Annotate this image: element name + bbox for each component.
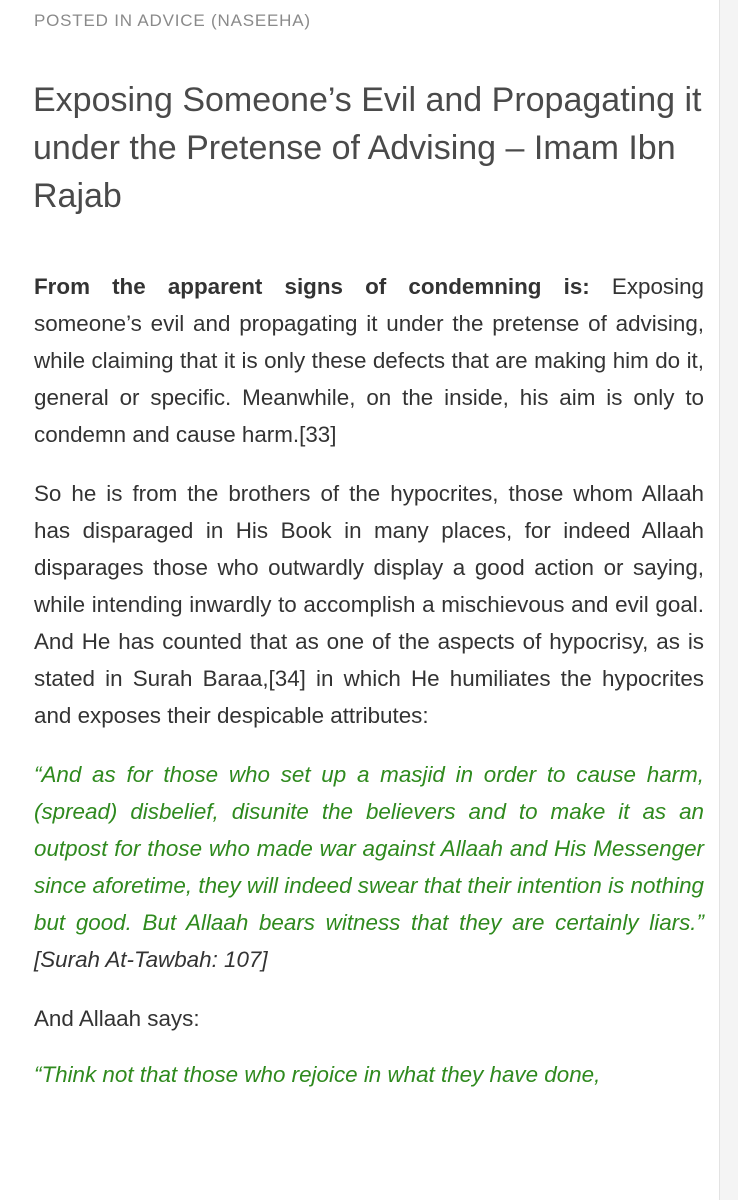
quote-1: [34, 756, 704, 978]
post-content: [34, 268, 704, 1115]
paragraph-2: [34, 475, 704, 734]
quote-1-text: “And as for those who set up a masjid in order to cause harm, (spread) disbelief, disunite the believers and to make it as an outpost for those who made war against Allaah and His Messenger since aforetime, they will indeed swear that their intention is nothing but good. But Allaah bears witness that they are certainly liars.”: [34, 762, 704, 935]
post-category-link[interactable]: POSTED IN ADVICE (NASEEHA): [34, 11, 311, 30]
paragraph-1-lead: From the apparent signs of condemning is:: [34, 274, 590, 299]
post-title: Exposing Someone’s Evil and Propagating it under the Pretense of Advising – Imam Ibn Rajab: [33, 81, 702, 215]
paragraph-1: [34, 268, 704, 453]
paragraph-2-text: So he is from the brothers of the hypocrites, those whom Allaah has disparaged in His Book in many places, for indeed Allaah disparages those who outwardly display a good action or saying, while intending inwardly to accomplish a mischievous and evil goal. And He has counted that as one of the aspects of hypocrisy, as is stated in Surah Baraa,[34] in which He humiliates the hypocrites and exposes their despicable attributes:: [34, 481, 704, 728]
quote-1-reference: [Surah At-Tawbah: 107]: [34, 947, 268, 972]
quote-2: [34, 1056, 704, 1093]
paragraph-1-text: Exposing someone’s evil and propagating it under the pretense of advising, while claiming that it is only these defects that are making him do it, general or specific. Meanwhile, on the inside, his aim is only to condemn and cause harm.[33]: [34, 274, 704, 447]
paragraph-3: [34, 1000, 704, 1037]
quote-2-text: “Think not that those who rejoice in what they have done,: [34, 1062, 601, 1087]
paragraph-3-text: And Allaah says:: [34, 1006, 200, 1031]
